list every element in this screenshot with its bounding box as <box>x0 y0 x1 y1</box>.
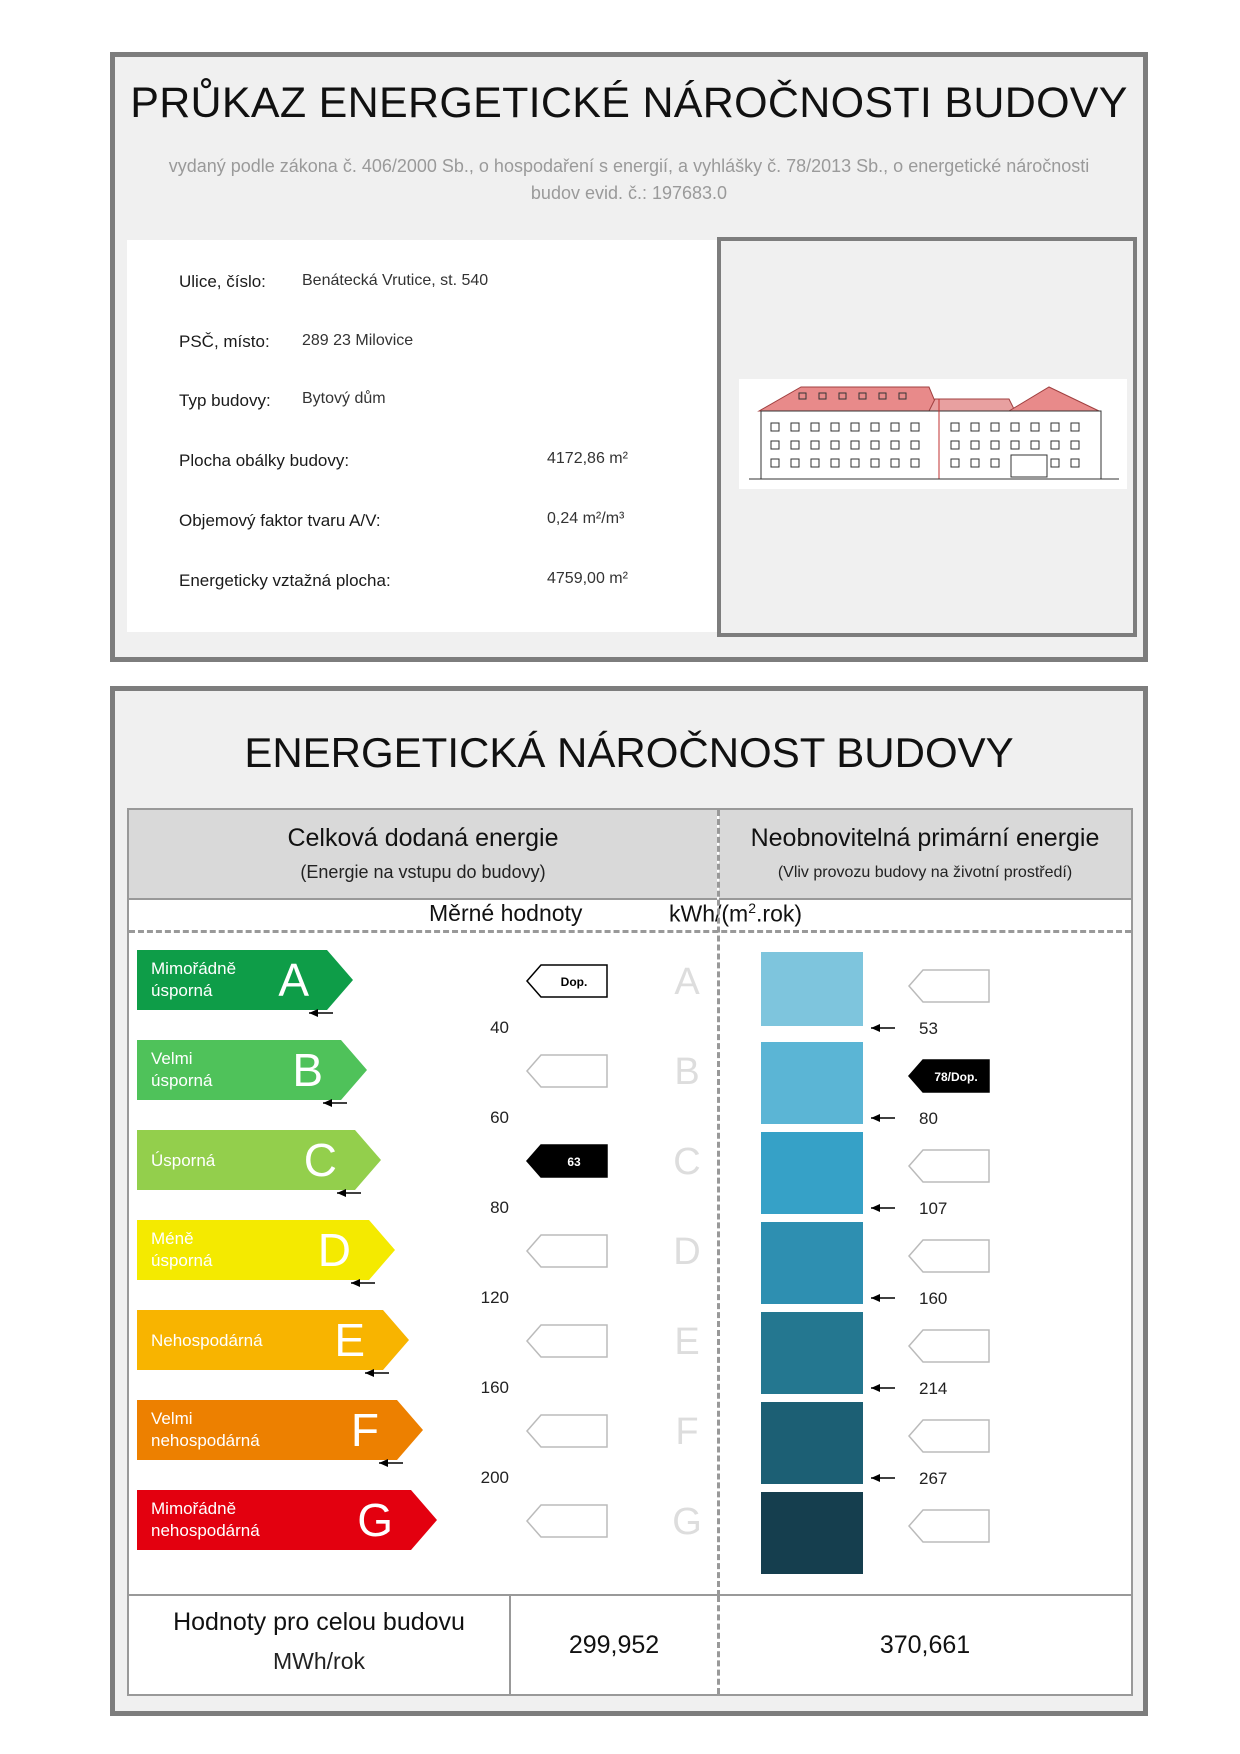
building-type-value: Bytový dům <box>302 390 386 407</box>
primary-threshold-d: 160 <box>919 1289 948 1308</box>
threshold-arrow-e-head <box>365 1369 374 1377</box>
empty-tag-right-g <box>909 1510 989 1542</box>
threshold-value-c: 80 <box>490 1198 509 1217</box>
total-delivered-energy: 299,952 <box>568 1631 660 1659</box>
primary-block-f <box>761 1402 863 1484</box>
rating-table <box>127 808 1133 1696</box>
reference-area-label: Energeticky vztažná plocha: <box>179 571 391 590</box>
class-label-a-line2: úsporná <box>151 981 213 1000</box>
class-letter-a: A <box>278 954 309 1006</box>
threshold-arrow-d-head <box>351 1279 360 1287</box>
units-base: kWh/(m <box>669 900 749 927</box>
empty-tag-right-a <box>909 970 989 1002</box>
primary-block-g <box>761 1492 863 1574</box>
delivered-energy-subtitle: (Energie na vstupu do budovy) <box>300 862 546 882</box>
primary-arrow-c-head <box>871 1204 880 1212</box>
class-label-b-line2: úsporná <box>151 1071 213 1090</box>
class-label-b-line1: Velmi <box>151 1049 193 1068</box>
threshold-value-e: 160 <box>480 1378 509 1397</box>
primary-arrow-e-head <box>871 1384 880 1392</box>
primary-energy-subtitle: (Vliv provozu budovy na životní prostředí) <box>777 864 1073 881</box>
delivered-energy-header <box>129 810 717 900</box>
empty-tag-left-f <box>527 1415 607 1447</box>
primary-block-a <box>761 952 863 1026</box>
primary-block-e <box>761 1312 863 1394</box>
ghost-letter-c: C <box>673 1141 701 1183</box>
empty-tag-left-g <box>527 1505 607 1537</box>
delivered-energy-title: Celková dodaná energie <box>287 824 559 852</box>
primary-arrow-d-head <box>871 1294 880 1302</box>
whole-building-title: Hodnoty pro celou budovu <box>173 1608 465 1636</box>
class-label-a-line1: Mimořádně <box>151 959 237 978</box>
energy-class-scale <box>129 930 1131 1594</box>
building-photo-frame <box>717 237 1137 637</box>
primary-energy-header <box>719 810 1131 900</box>
threshold-value-a: 40 <box>490 1018 509 1037</box>
threshold-arrow-f-head <box>379 1459 388 1467</box>
class-letter-d: D <box>317 1224 351 1276</box>
class-letter-b: B <box>292 1044 323 1096</box>
class-label-e: Nehospodárná <box>151 1331 263 1350</box>
reference-marker-label: Dop. <box>560 975 588 989</box>
empty-tag-right-e <box>909 1330 989 1362</box>
empty-tag-left-d <box>527 1235 607 1267</box>
threshold-arrow-b-head <box>323 1099 332 1107</box>
units-tail: .rok) <box>756 900 803 927</box>
empty-tag-left-b <box>527 1055 607 1087</box>
address-label: Ulice, číslo: <box>179 272 266 291</box>
class-label-d-line2: úsporná <box>151 1251 213 1270</box>
specific-values-label: Měrné hodnoty <box>429 900 583 926</box>
units-label <box>669 900 802 928</box>
primary-block-c <box>761 1132 863 1214</box>
class-label-g-line2: nehospodárná <box>151 1521 260 1540</box>
threshold-arrow-a-head <box>309 1009 318 1017</box>
empty-tag-right-c <box>909 1150 989 1182</box>
class-label-c: Úsporná <box>151 1151 216 1170</box>
delivered-energy-marker-label: 63 <box>567 1155 581 1169</box>
whole-building-row <box>129 1594 1131 1694</box>
ghost-letter-e: E <box>674 1321 700 1363</box>
primary-energy-marker-label: 78/Dop. <box>934 1070 978 1084</box>
primary-threshold-b: 80 <box>919 1109 938 1128</box>
empty-tag-left-e <box>527 1325 607 1357</box>
class-letter-f: F <box>350 1404 379 1456</box>
primary-block-d <box>761 1222 863 1304</box>
primary-threshold-e: 214 <box>919 1379 948 1398</box>
ghost-letter-f: F <box>675 1411 699 1453</box>
whole-building-unit: MWh/rok <box>273 1648 365 1674</box>
building-type-label: Typ budovy: <box>179 391 271 410</box>
units-superscript: 2 <box>748 900 757 916</box>
class-label-d-line1: Méně <box>151 1229 194 1248</box>
class-letter-e: E <box>334 1314 365 1366</box>
primary-threshold-c: 107 <box>919 1199 948 1218</box>
building-info-box <box>127 240 717 632</box>
postal-label: PSČ, místo: <box>179 332 270 351</box>
reference-area-value: 4759,00 m² <box>547 570 628 587</box>
envelope-area-label: Plocha obálky budovy: <box>179 451 350 470</box>
energy-rating-panel <box>110 686 1148 1716</box>
threshold-value-f: 200 <box>480 1468 509 1487</box>
whole-building-label-cell <box>129 1596 511 1694</box>
primary-arrow-b-head <box>871 1114 880 1122</box>
shape-factor-label: Objemový faktor tvaru A/V: <box>179 511 381 530</box>
primary-arrow-a-head <box>871 1024 880 1032</box>
ghost-letter-g: G <box>672 1501 702 1543</box>
class-label-g-line1: Mimořádně <box>151 1499 237 1518</box>
certificate-header-panel <box>110 52 1148 662</box>
empty-tag-right-f <box>909 1420 989 1452</box>
primary-block-b <box>761 1042 863 1124</box>
ghost-letter-b: B <box>674 1051 700 1093</box>
class-letter-c: C <box>303 1134 337 1186</box>
building-facade-image <box>739 379 1127 489</box>
class-label-f-line2: nehospodárná <box>151 1431 260 1450</box>
class-letter-g: G <box>357 1494 393 1546</box>
ghost-letter-a: A <box>674 961 700 1003</box>
primary-energy-title: Neobnovitelná primární energie <box>750 824 1100 852</box>
shape-factor-value: 0,24 m²/m³ <box>547 510 625 527</box>
section-title: ENERGETICKÁ NÁROČNOST BUDOVY <box>244 729 1014 776</box>
legal-subtitle: vydaný podle zákona č. 406/2000 Sb., o hospodaření s energií, a vyhlášky č. 78/2013 Sb., o energetické náročnosti budov evid. č.: 197683.0 <box>168 156 1090 203</box>
total-primary-energy: 370,661 <box>879 1631 971 1659</box>
address-value: Benátecká Vrutice, st. 540 <box>302 272 489 289</box>
primary-threshold-a: 53 <box>919 1019 938 1038</box>
primary-threshold-f: 267 <box>919 1469 948 1488</box>
envelope-area-value: 4172,86 m² <box>547 450 628 467</box>
primary-arrow-f-head <box>871 1474 880 1482</box>
empty-tag-right-d <box>909 1240 989 1272</box>
threshold-arrow-c-head <box>337 1189 346 1197</box>
threshold-value-b: 60 <box>490 1108 509 1127</box>
class-label-f-line1: Velmi <box>151 1409 193 1428</box>
postal-value: 289 23 Milovice <box>302 332 414 349</box>
threshold-value-d: 120 <box>480 1288 509 1307</box>
page-title: PRŮKAZ ENERGETICKÉ NÁROČNOSTI BUDOVY <box>130 79 1128 127</box>
ghost-letter-d: D <box>673 1231 701 1273</box>
